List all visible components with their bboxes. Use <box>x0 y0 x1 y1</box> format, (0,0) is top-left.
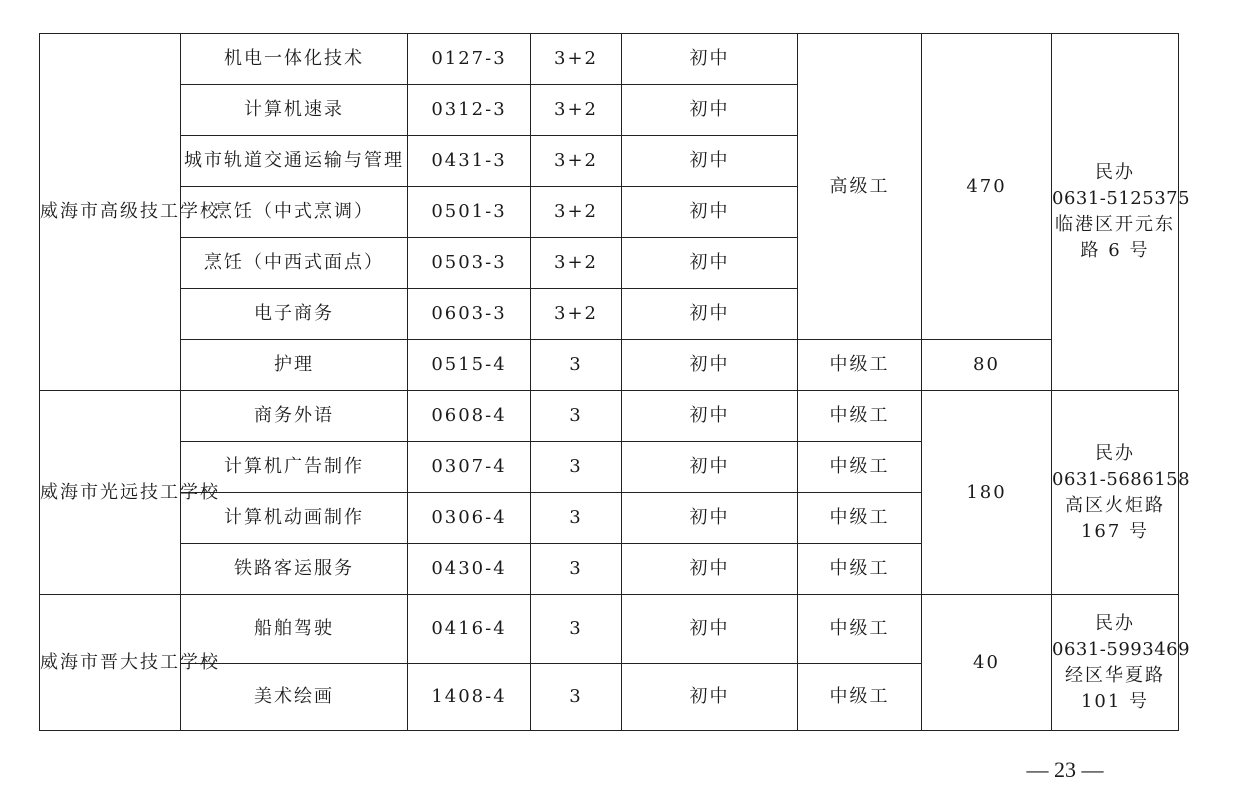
enrollment-table <box>39 33 1191 731</box>
entry-cell: 初中 <box>622 85 798 136</box>
major-cell: 电子商务 <box>181 289 408 340</box>
code-cell: 0416-4 <box>408 595 531 664</box>
level-cell: 中级工 <box>798 493 922 544</box>
table-row <box>40 595 1179 664</box>
plan-cell: 40 <box>922 595 1052 731</box>
entry-cell: 初中 <box>622 595 798 664</box>
years-cell: 3 <box>531 595 622 664</box>
school-name: 威海市晋大技工学校 <box>40 595 181 731</box>
school-name: 威海市光远技工学校 <box>40 391 181 595</box>
major-cell: 烹饪（中西式面点） <box>181 238 408 289</box>
entry-cell: 初中 <box>622 493 798 544</box>
code-cell: 0515-4 <box>408 340 531 391</box>
address-line: 高区火炬路 <box>1065 494 1165 516</box>
major-cell: 商务外语 <box>181 391 408 442</box>
years-cell: 3+2 <box>531 85 622 136</box>
years-cell: 3 <box>531 391 622 442</box>
entry-cell: 初中 <box>622 34 798 85</box>
entry-cell: 初中 <box>622 442 798 493</box>
code-cell: 0127-3 <box>408 34 531 85</box>
school-type: 民办 <box>1095 612 1135 634</box>
address-line: 临港区开元东 <box>1055 214 1175 235</box>
years-cell: 3 <box>531 664 622 731</box>
code-cell: 0603-3 <box>408 289 531 340</box>
level-cell: 中级工 <box>798 442 922 493</box>
code-cell: 0503-3 <box>408 238 531 289</box>
entry-cell: 初中 <box>622 391 798 442</box>
school-type: 民办 <box>1095 162 1135 183</box>
entry-cell: 初中 <box>622 187 798 238</box>
level-cell: 高级工 <box>798 34 922 340</box>
contact-cell <box>1052 34 1191 391</box>
school-name: 威海市高级技工学校 <box>40 34 181 391</box>
table-row <box>40 34 1179 85</box>
code-cell: 0608-4 <box>408 391 531 442</box>
major-cell: 计算机速录 <box>181 85 408 136</box>
level-cell: 中级工 <box>798 391 922 442</box>
code-cell: 0430-4 <box>408 544 531 595</box>
major-cell: 计算机动画制作 <box>181 493 408 544</box>
years-cell: 3+2 <box>531 238 622 289</box>
years-cell: 3+2 <box>531 34 622 85</box>
code-cell: 0307-4 <box>408 442 531 493</box>
entry-cell: 初中 <box>622 136 798 187</box>
entry-cell: 初中 <box>622 238 798 289</box>
page-number: — 23 — <box>1026 757 1104 782</box>
major-cell: 烹饪（中式烹调） <box>181 187 408 238</box>
code-cell: 0501-3 <box>408 187 531 238</box>
plan-cell: 180 <box>922 391 1052 595</box>
entry-cell: 初中 <box>622 664 798 731</box>
level-cell: 中级工 <box>798 595 922 664</box>
major-cell: 铁路客运服务 <box>181 544 408 595</box>
level-cell: 中级工 <box>798 544 922 595</box>
major-cell: 计算机广告制作 <box>181 442 408 493</box>
contact-cell <box>1052 391 1191 595</box>
level-cell: 中级工 <box>798 340 922 391</box>
phone-number: 0631-5993469 <box>1052 638 1191 660</box>
code-cell: 0312-3 <box>408 85 531 136</box>
years-cell: 3+2 <box>531 136 622 187</box>
entry-cell: 初中 <box>622 289 798 340</box>
major-cell: 护理 <box>181 340 408 391</box>
address-line: 101 号 <box>1080 690 1150 712</box>
years-cell: 3 <box>531 340 622 391</box>
address-line: 167 号 <box>1080 520 1150 542</box>
major-cell: 城市轨道交通运输与管理 <box>181 136 408 187</box>
years-cell: 3 <box>531 493 622 544</box>
entry-cell: 初中 <box>622 340 798 391</box>
years-cell: 3+2 <box>531 187 622 238</box>
code-cell: 0306-4 <box>408 493 531 544</box>
phone-number: 0631-5686158 <box>1052 468 1191 490</box>
years-cell: 3 <box>531 544 622 595</box>
contact-cell <box>1052 595 1191 731</box>
level-cell: 中级工 <box>798 664 922 731</box>
major-cell: 美术绘画 <box>181 664 408 731</box>
code-cell: 1408-4 <box>408 664 531 731</box>
address-line: 路 6 号 <box>1080 240 1150 261</box>
school-type: 民办 <box>1095 442 1135 464</box>
code-cell: 0431-3 <box>408 136 531 187</box>
plan-cell: 80 <box>922 340 1052 391</box>
plan-cell: 470 <box>922 34 1052 340</box>
table-row <box>40 391 1179 442</box>
address-line: 经区华夏路 <box>1065 664 1165 686</box>
major-cell: 机电一体化技术 <box>181 34 408 85</box>
years-cell: 3+2 <box>531 289 622 340</box>
table-row <box>40 340 1179 391</box>
entry-cell: 初中 <box>622 544 798 595</box>
major-cell: 船舶驾驶 <box>181 595 408 664</box>
years-cell: 3 <box>531 442 622 493</box>
phone-number: 0631-5125375 <box>1052 188 1191 209</box>
